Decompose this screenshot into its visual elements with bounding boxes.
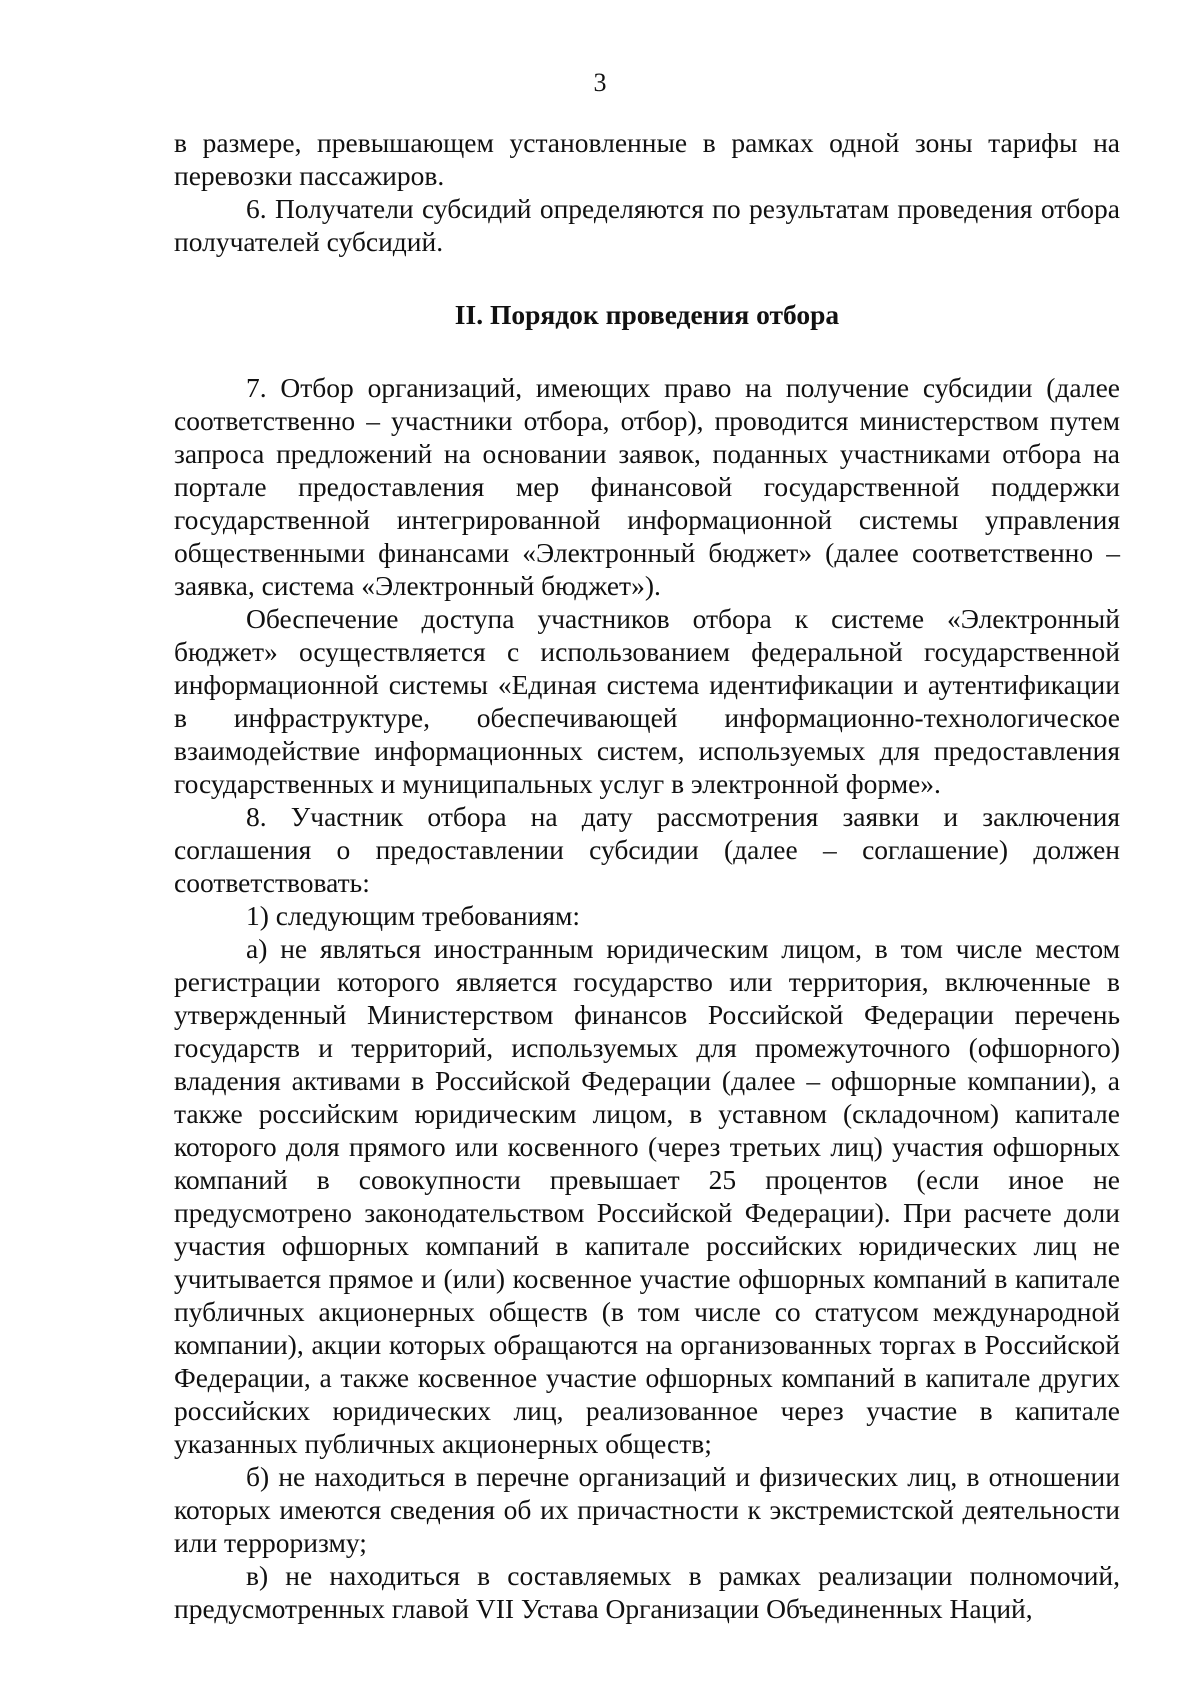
paragraph-6: 6. Получатели субсидий определяются по результатам проведения отбора получателей субсидий. (174, 193, 1120, 257)
page-number: 3 (593, 68, 607, 97)
paragraph-continuation: в размере, превышающем установленные в рамках одной зоны тарифы на перевозки пассажиров. (174, 127, 1120, 191)
document-body (174, 126, 1120, 1625)
paragraph-8-1-a: а) не являться иностранным юридическим лицом, в том числе местом регистрации которого является государство или территория, включенные в утвержденный Министерством финансов Российской Федерации перечень государств и территорий, используемых для промежуточного (офшорного) владения активами в Российской Федерации (далее – офшорные компании), а также российским юридическим лицом, в уставном (складочном) капитале которого доля прямого или косвенного (через третьих лиц) участия офшорных компаний в совокупности превышает 25 процентов (если иное не предусмотрено законодательством Российской Федерации). При расчете доли участия офшорных компаний в капитале российских юридических лиц не учитывается прямое и (или) косвенное участие офшорных компаний в капитале публичных акционерных обществ (в том числе со статусом международной компании), акции которых обращаются на организованных торгах в Российской Федерации, а также косвенное участие офшорных компаний в капитале других российских юридических лиц, реализованное через участие в капитале указанных публичных акционерных обществ; (174, 933, 1120, 1459)
paragraph-8: 8. Участник отбора на дату рассмотрения заявки и заключения соглашения о предоставлении субсидии (далее – соглашение) должен соответствовать: (174, 801, 1120, 898)
paragraph-access: Обеспечение доступа участников отбора к системе «Электронный бюджет» осуществляется с использованием федеральной государственной информационной системы «Единая система идентификации и аутентификации в инфраструктуре, обеспечивающей информационно-технологическое взаимодействие информационных систем, используемых для предоставления государственных и муниципальных услуг в электронной форме». (174, 603, 1120, 799)
paragraph-7: 7. Отбор организаций, имеющих право на получение субсидии (далее соответственно – участники отбора, отбор), проводится министерством путем запроса предложений на основании заявок, поданных участниками отбора на портале предоставления мер финансовой государственной поддержки государственной интегрированной информационной системы управления общественными финансами «Электронный бюджет» (далее соответственно – заявка, система «Электронный бюджет»). (174, 372, 1120, 601)
paragraph-8-1: 1) следующим требованиям: (246, 900, 581, 931)
paragraph-8-1-b: б) не находиться в перечне организаций и физических лиц, в отношении которых имеются сведения об их причастности к экстремистской деятельности или терроризму; (174, 1461, 1120, 1558)
section-heading: II. Порядок проведения отбора (454, 299, 840, 330)
paragraph-8-1-v: в) не находиться в составляемых в рамках реализации полномочий, предусмотренных главой VII Устава Организации Объединенных Наций, (174, 1560, 1120, 1624)
